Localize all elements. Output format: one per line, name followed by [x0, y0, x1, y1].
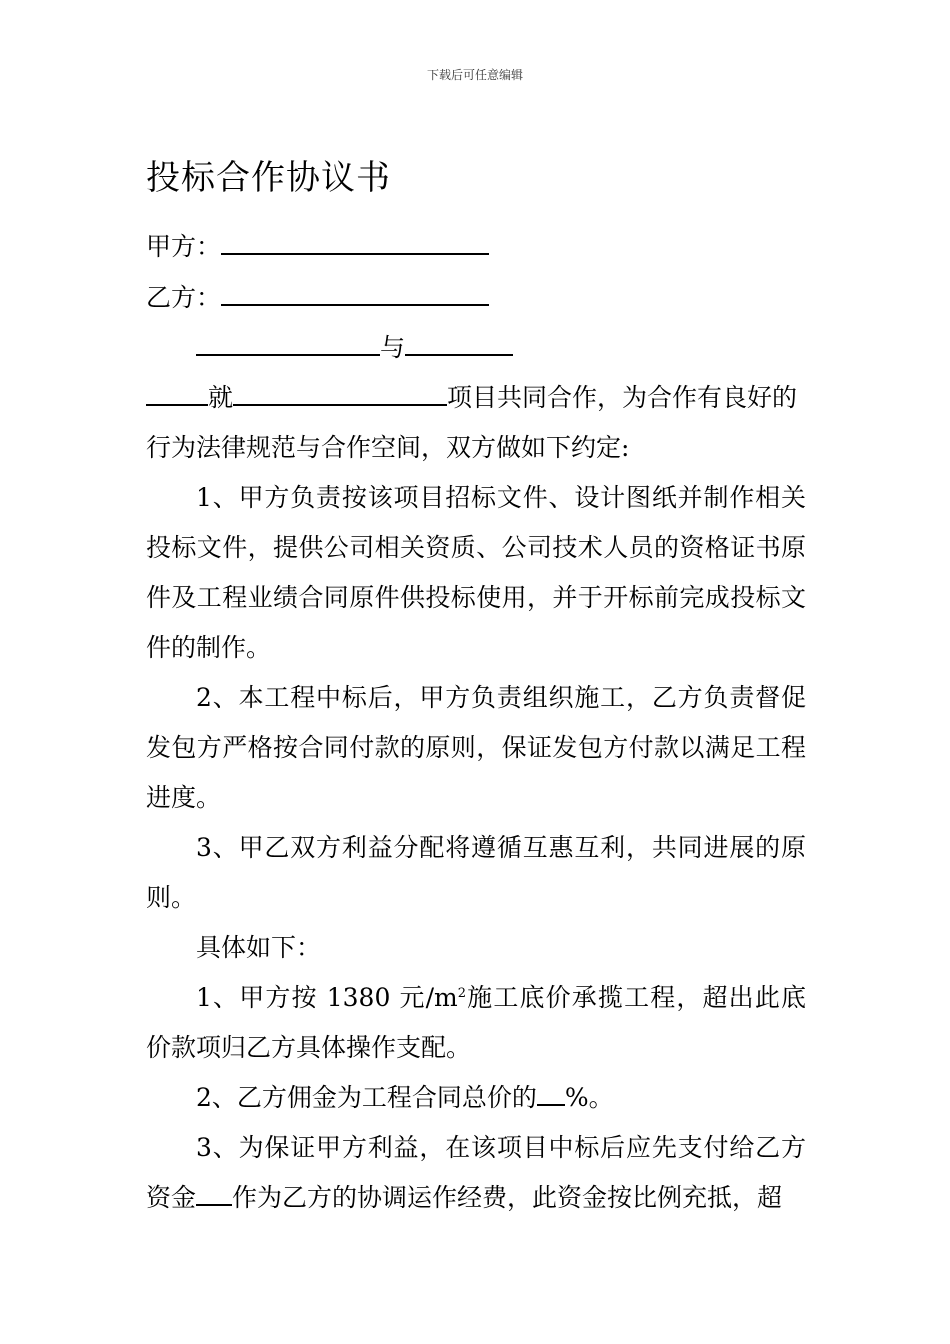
clause-2: 2、本工程中标后，甲方负责组织施工，乙方负责督促发包方严格按合同付款的原则，保证发包方付款以满足工程进度。	[146, 683, 806, 812]
clause-3: 3、甲乙双方利益分配将遵循互惠互利，共同进展的原则。	[146, 833, 806, 912]
on-text: 就	[208, 383, 234, 412]
detail-2	[196, 1073, 614, 1123]
document-title: 投标合作协议书	[146, 158, 391, 198]
detail-3	[146, 1123, 806, 1223]
detail-1-sup: 2	[457, 986, 467, 1001]
detail-2-pre: 2、乙方佣金为工程合同总价的	[196, 1083, 537, 1112]
party-a-label: 甲方：	[146, 232, 222, 261]
detail-2-post: %。	[564, 1083, 614, 1112]
party-b-blank[interactable]	[221, 284, 489, 306]
detail-1-pre: 1、甲方按 1380 元/m	[196, 983, 458, 1012]
intro-line-1	[146, 373, 797, 423]
fund-blank[interactable]	[196, 1184, 232, 1206]
detail-3-pre: 3、为保证甲方利益，在该项目中标后应先支付给乙方资金	[146, 1133, 806, 1212]
parties-line	[196, 323, 513, 373]
first-party-blank[interactable]	[196, 334, 380, 356]
party-b-label: 乙方：	[146, 283, 222, 312]
clause-1: 1、甲方负责按该项目招标文件、设计图纸并制作相关投标文件，提供公司相关资质、公司技术人员的资格证书原件及工程业绩合同原件供投标使用，并于开标前完成投标文件的制作。	[146, 483, 806, 662]
project-blank[interactable]	[233, 384, 447, 406]
intro-blank-1[interactable]	[146, 384, 208, 406]
with-text: 与	[380, 333, 406, 362]
party-b-line	[146, 273, 489, 323]
header-note: 下载后可任意编辑	[426, 68, 523, 82]
detail-1	[146, 973, 806, 1073]
detail-3-post: 作为乙方的协调运作经费，此资金按比例充抵，超	[232, 1183, 783, 1212]
party-a-line	[146, 222, 489, 272]
intro-line-2: 行为法律规范与合作空间，双方做如下约定:	[146, 433, 630, 462]
second-party-blank[interactable]	[405, 334, 513, 356]
detail-1-post: 施工底价承揽工程，超出此底价款项归乙方具体操作支配。	[146, 983, 806, 1062]
intro-tail: 项目共同合作，为合作有良好的	[447, 383, 798, 412]
details-heading: 具体如下：	[196, 933, 322, 962]
commission-blank[interactable]	[537, 1084, 565, 1106]
party-a-blank[interactable]	[221, 233, 489, 255]
